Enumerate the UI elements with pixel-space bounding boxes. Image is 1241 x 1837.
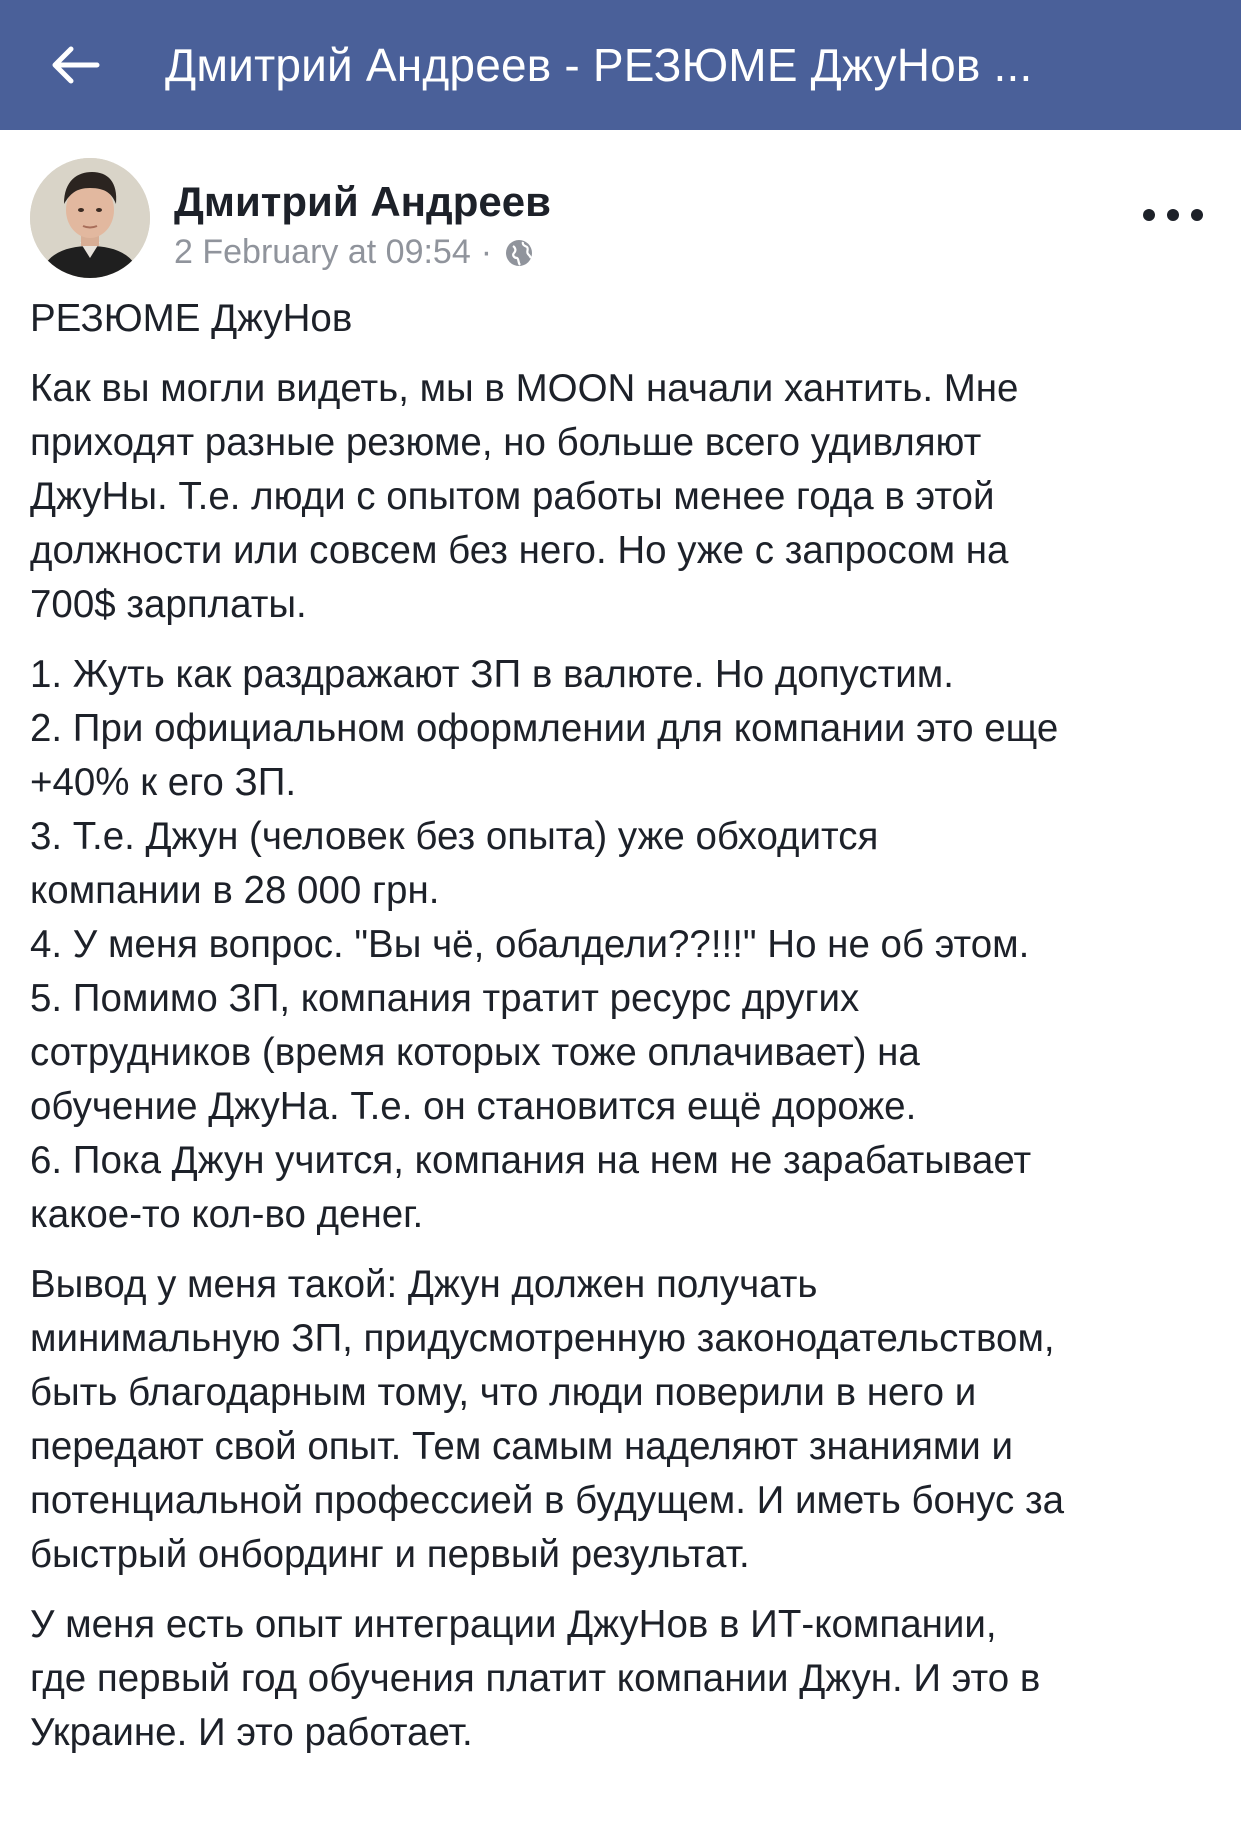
author-name[interactable]: Дмитрий Андреев bbox=[174, 178, 551, 225]
post bbox=[0, 130, 1241, 1776]
top-navigation-bar bbox=[0, 0, 1241, 130]
back-arrow-icon bbox=[49, 45, 101, 85]
avatar[interactable] bbox=[30, 158, 150, 278]
post-header bbox=[0, 130, 1241, 290]
post-timestamp[interactable]: 2 February at 09:54 bbox=[174, 233, 471, 271]
post-paragraph: РЕЗЮМЕ ДжуНов bbox=[30, 297, 353, 340]
more-options-button[interactable] bbox=[1143, 200, 1203, 230]
globe-icon bbox=[504, 238, 534, 268]
post-paragraph: Вывод у меня такой: Джун должен получать минимальную ЗП, придусмотренную законодательством, быть благодарным тому, что люди поверили в него и передают свой опыт. Тем самым наделяют знаниями и потенциальной профессией в будущем. И иметь бонус за быстрый онбординг и первый результат. bbox=[30, 1263, 1065, 1576]
post-meta bbox=[174, 233, 534, 272]
post-body bbox=[0, 292, 1241, 1760]
back-button[interactable] bbox=[0, 0, 150, 130]
post-paragraph: 1. Жуть как раздражают ЗП в валюте. Но допустим. 2. При официальном оформлении для компании это еще +40% к его ЗП. 3. Т.е. Джун (человек без опыта) уже обходится компании в 28 000 грн. 4. У меня вопрос. "Вы чё, обалдели??!!!" Но не об этом. 5. Помимо ЗП, компания тратит ресурс других сотрудников (время которых тоже оплачивает) на обучение ДжуНа. Т.е. он становится ещё дороже. 6. Пока Джун учится, компания на нем не зарабатывает какое-то кол-во денег. bbox=[30, 653, 1059, 1236]
more-dot-icon bbox=[1167, 209, 1179, 221]
page-title: Дмитрий Андреев - РЕЗЮМЕ ДжуНов ... bbox=[165, 39, 1033, 91]
more-dot-icon bbox=[1143, 209, 1155, 221]
meta-separator: · bbox=[480, 233, 493, 271]
post-paragraph: Как вы могли видеть, мы в MOON начали хантить. Мне приходят разные резюме, но больше всего удивляют ДжуНы. Т.е. люди с опытом работы менее года в этой должности или совсем без него. Но уже с запросом на 700$ зарплаты. bbox=[30, 367, 1019, 626]
post-paragraph: У меня есть опыт интеграции ДжуНов в ИТ-компании, где первый год обучения платит компании Джун. И это в Украине. И это работает. bbox=[30, 1603, 1041, 1754]
avatar-image bbox=[30, 158, 150, 278]
more-dot-icon bbox=[1191, 209, 1203, 221]
